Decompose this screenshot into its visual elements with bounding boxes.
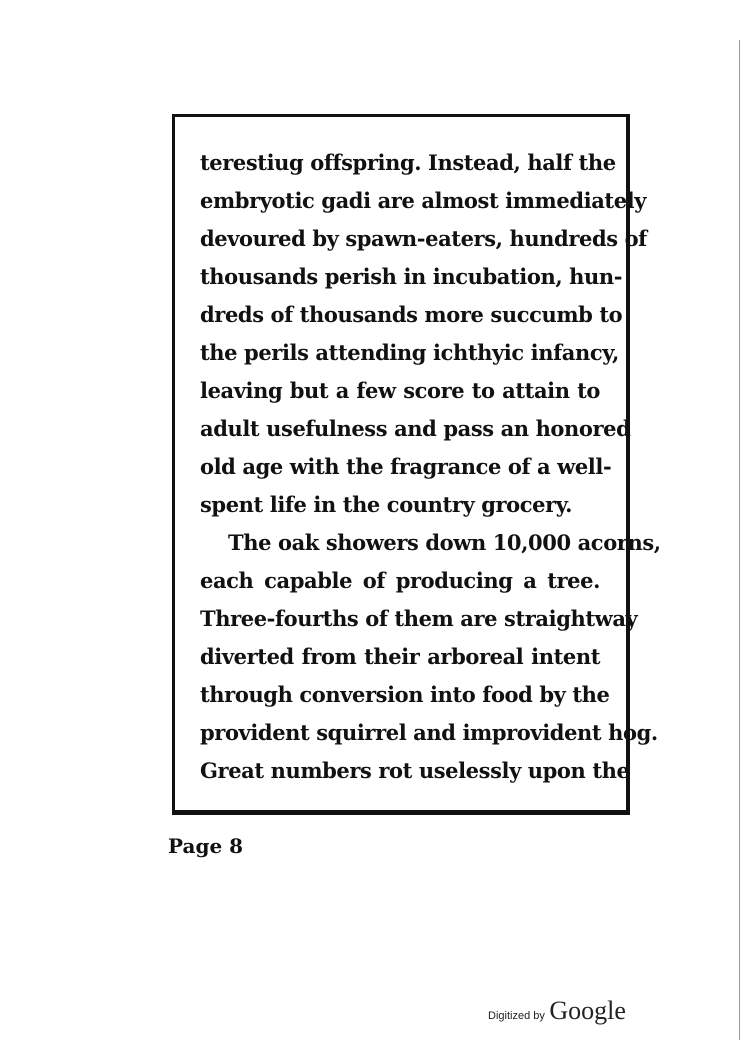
body-text [200,144,661,790]
text-line: old age with the fragrance of a well- [200,454,612,479]
text-line: Great numbers rot uselessly upon the [200,758,630,783]
page-number: Page 8 [168,834,244,858]
text-line: each capable of producing a tree. [200,568,600,593]
text-line: devoured by spawn-eaters, hundreds of [200,226,647,251]
text-line: Three-fourths of them are straightway [200,606,638,631]
text-line: provident squirrel and improvident hog. [200,720,658,745]
text-line: through conversion into food by the [200,682,610,707]
text-line: leaving but a few score to attain to [200,378,600,403]
text-line: The oak showers down 10,000 acorns, [228,530,661,555]
digitized-by-google-watermark [488,996,626,1026]
google-logo: Google [549,996,626,1025]
text-line: embryotic gadi are almost immediately [200,188,647,213]
scan-edge-line [739,40,740,1040]
text-line: spent life in the country grocery. [200,492,573,517]
text-line: adult usefulness and pass an honored [200,416,631,441]
digitized-by-label: Digitized by [488,1010,545,1022]
text-line: diverted from their arboreal intent [200,644,600,669]
text-line: the perils attending ichthyic infancy, [200,340,619,365]
text-line: terestiug offspring. Instead, half the [200,150,616,175]
text-line: thousands perish in incubation, hun- [200,264,623,289]
text-line: dreds of thousands more succumb to [200,302,623,327]
